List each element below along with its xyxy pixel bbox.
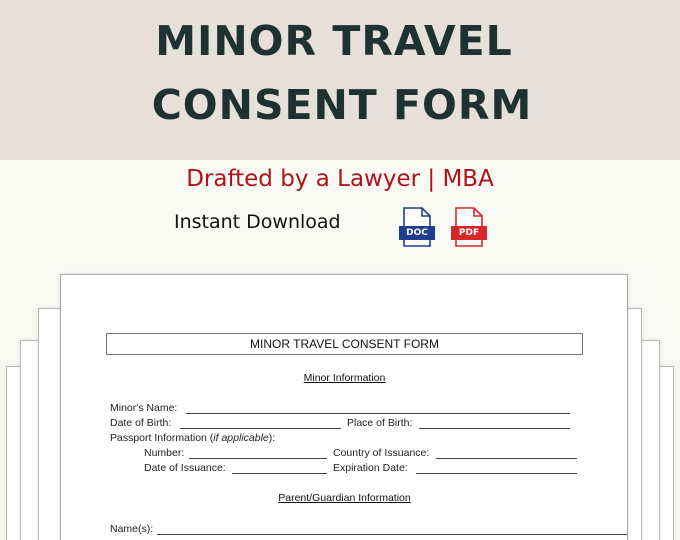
expiration-date-line <box>416 473 577 474</box>
section-minor-information: Minor Information <box>303 372 386 384</box>
passport-number-label: Number: <box>144 447 185 459</box>
date-of-birth-label: Date of Birth: <box>110 417 172 429</box>
place-of-birth-line <box>419 428 570 429</box>
pdf-file-icon <box>451 207 487 247</box>
expiration-date-label: Expiration Date: <box>333 462 408 474</box>
date-of-issuance-line <box>232 473 327 474</box>
instant-download-label: Instant Download <box>174 211 341 233</box>
names-label: Name(s): <box>110 523 154 535</box>
hero-title-line-2: CONSENT FORM <box>151 81 533 129</box>
date-of-issuance-label: Date of Issuance: <box>144 462 226 474</box>
minor-name-label: Minor's Name: <box>110 402 178 414</box>
minor-name-line <box>186 413 570 414</box>
subtitle: Drafted by a Lawyer | MBA <box>186 166 494 192</box>
passport-number-line <box>189 458 327 459</box>
country-of-issuance-line <box>436 458 577 459</box>
country-of-issuance-label: Country of Issuance: <box>333 447 430 459</box>
pdf-badge: PDF <box>451 226 487 240</box>
hero-title-line-1: MINOR TRAVEL <box>155 17 513 65</box>
document-title: MINOR TRAVEL CONSENT FORM <box>106 333 583 355</box>
hero-banner <box>0 0 680 160</box>
date-of-birth-line <box>180 428 341 429</box>
place-of-birth-label: Place of Birth: <box>347 417 413 429</box>
section-parent-guardian-information: Parent/Guardian Information <box>278 492 411 504</box>
names-line <box>157 534 627 535</box>
doc-badge: DOC <box>399 226 435 240</box>
doc-file-icon <box>399 207 435 247</box>
passport-information-label: Passport Information (if applicable): <box>110 432 276 444</box>
